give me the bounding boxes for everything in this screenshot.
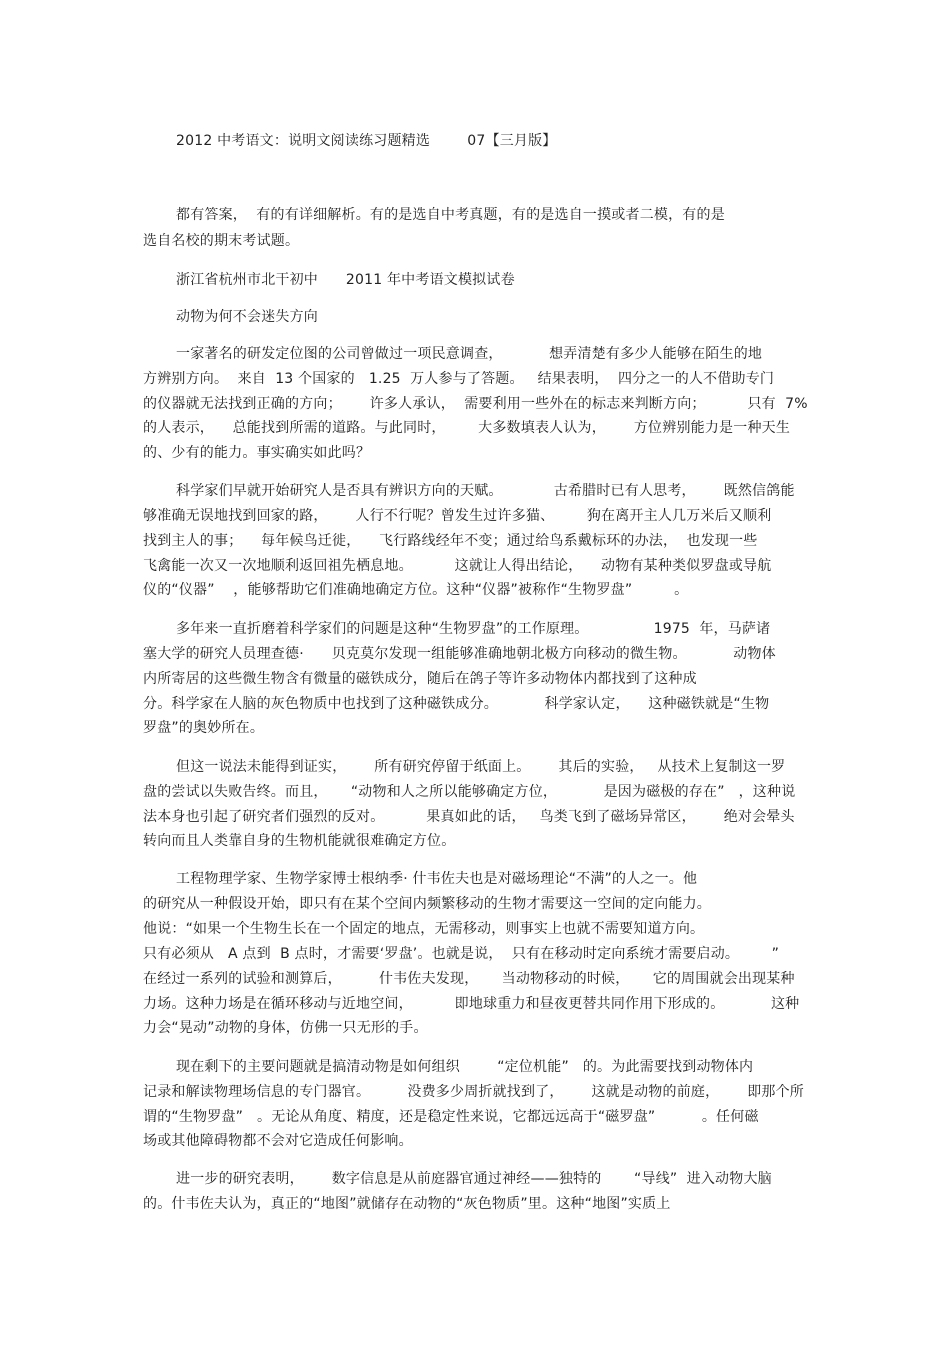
paragraph-line: 内所寄居的这些微生物含有微量的磁铁成分，随后在鸽子等许多动物体内都找到了这种成: [143, 671, 697, 687]
paragraph-line: 够准确无误地找到回家的路， 人行不行呢？曾发生过许多猫、 狗在离开主人几万米后又顺利: [143, 508, 772, 524]
paragraph-line: 分。科学家在人脑的灰色物质中也找到了这种磁铁成分。 科学家认定， 这种磁铁就是“生物: [143, 696, 770, 712]
paragraph-line: 塞大学的研究人员理查德· 贝克莫尔发现一组能够准确地朝北极方向移动的微生物。 动物体: [143, 646, 776, 662]
paragraph-line: 罗盘”的奥妙所在。: [143, 720, 265, 736]
source-line: 浙江省杭州市北干初中 2011 年中考语文模拟试卷: [176, 272, 515, 288]
paragraph-line: 的人表示， 总能找到所需的道路。与此同时， 大多数填表人认为， 方位辨别能力是一种天生: [143, 420, 791, 436]
paragraph-line: 多年来一直折磨着科学家们的问题是这种“生物罗盘”的工作原理。 1975 年，马萨诸: [176, 621, 771, 637]
document-title: 2012 中考语文：说明文阅读练习题精选 07【三月版】: [176, 133, 557, 149]
paragraph-line: 工程物理学家、生物学家博士根纳季· 什韦佐夫也是对磁场理论“不满”的人之一。他: [176, 871, 698, 887]
paragraph-line: 法本身也引起了研究者们强烈的反对。 果真如此的话， 鸟类飞到了磁场异常区， 绝对会晕头: [143, 809, 795, 825]
paragraph-line: 力场。这种力场是在循环移动与近地空间， 即地球重力和昼夜更替共同作用下形成的。 这种: [143, 996, 800, 1012]
paragraph-line: 场或其他障碍物都不会对它造成任何影响。: [143, 1133, 413, 1149]
paragraph-line: 盘的尝试以失败告终。而且， “动物和人之所以能够确定方位， 是因为磁极的存在” ，这种说: [143, 784, 796, 800]
paragraph-line: 的研究从一种假设开始，即只有在某个空间内频繁移动的生物才需要这一空间的定向能力。: [143, 896, 711, 912]
paragraph-line: 科学家们早就开始研究人是否具有辨识方向的天赋。 古希腊时已有人思考， 既然信鸽能: [176, 483, 795, 499]
paragraph-line: 但这一说法未能得到证实， 所有研究停留于纸面上。 其后的实验， 从技术上复制这一罗: [176, 759, 786, 775]
paragraph-line: 记录和解读物理场信息的专门器官。 没费多少周折就找到了， 这就是动物的前庭， 即那个所: [143, 1084, 805, 1100]
paragraph-line: 一家著名的研发定位图的公司曾做过一项民意调查， 想弄清楚有多少人能够在陌生的地: [176, 346, 763, 362]
paragraph-line: 找到主人的事； 每年候鸟迁徙， 飞行路线经年不变；通过给鸟系戴标环的办法， 也发现一些: [143, 533, 758, 549]
paragraph-line: 方辨别方向。 来自 13 个国家的 1.25 万人参与了答题。 结果表明， 四分之一的人不借助专门: [143, 371, 775, 387]
paragraph-line: 的。什韦佐夫认为，真正的“地图”就储存在动物的“灰色物质”里。这种“地图”实质上: [143, 1196, 671, 1212]
intro-line-1: 都有答案， 有的有详细解析。有的是选自中考真题，有的是选自一摸或者二模，有的是: [176, 207, 725, 223]
intro-line-2: 选自名校的期末考试题。: [143, 233, 300, 249]
paragraph-line: 现在剩下的主要问题就是搞清动物是如何组织 “定位机能” 的。为此需要找到动物体内: [176, 1059, 754, 1075]
paragraph-line: 的、少有的能力。事实确实如此吗？: [143, 445, 371, 461]
paragraph-line: 在经过一系列的试验和测算后， 什韦佐夫发现， 当动物移动的时候， 它的周围就会出现某种: [143, 971, 795, 987]
paragraph-line: 飞禽能一次又一次地顺利返回祖先栖息地。 这就让人得出结论， 动物有某种类似罗盘或导航: [143, 558, 772, 574]
paragraph-line: 只有必须从 A 点到 B 点时，才需要‘罗盘’。也就是说， 只有在移动时定向系统才需要启动。 ”: [143, 946, 780, 962]
paragraph-line: 仪的“仪器” ，能够帮助它们准确地确定方位。这种“仪器”被称作“生物罗盘” 。: [143, 582, 689, 598]
paragraph-line: 进一步的研究表明， 数字信息是从前庭器官通过神经——独特的 “导线” 进入动物大脑: [176, 1171, 772, 1187]
article-title: 动物为何不会迷失方向: [176, 309, 318, 325]
paragraph-line: 力会“晃动”动物的身体，仿佛一只无形的手。: [143, 1020, 428, 1036]
paragraph-line: 他说：“如果一个生物生长在一个固定的地点，无需移动，则事实上也就不需要知道方向。: [143, 921, 705, 937]
paragraph-line: 转向而且人类靠自身的生物机能就很难确定方位。: [143, 833, 456, 849]
paragraph-line: 的仪器就无法找到正确的方向； 许多人承认， 需要利用一些外在的标志来判断方向； 只有 7%: [143, 396, 808, 412]
paragraph-line: 谓的“生物罗盘” 。无论从角度、精度，还是稳定性来说，它都远远高于“磁罗盘” 。任何磁: [143, 1109, 759, 1125]
